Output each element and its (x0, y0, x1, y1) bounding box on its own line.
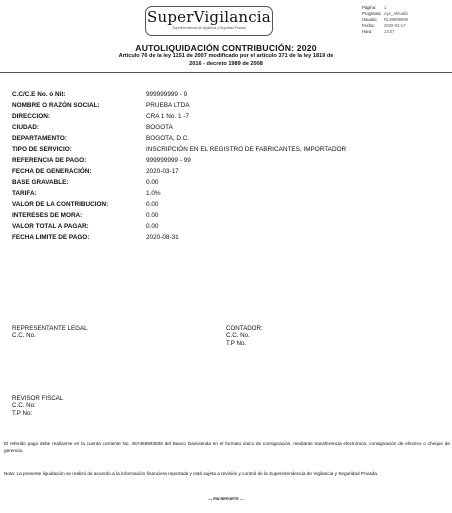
header-divider (0, 72, 452, 73)
accountant-title: CONTADOR: (226, 325, 263, 332)
fiscal-auditor-title: REVISOR FISCAL (12, 395, 64, 402)
meta-value: 1 (384, 5, 387, 10)
field-id-number (12, 90, 452, 100)
supervigilancia-logo (145, 6, 273, 36)
fiscal-auditor-professional-card: T.P No: (12, 409, 33, 417)
field-label: TIPO DE SERVICIO: (12, 146, 72, 153)
field-value: 999999999 - 99 (146, 157, 191, 164)
field-label: FECHA DE GENERACIÓN: (12, 168, 92, 175)
field-label: FECHA LIMITE DE PAGO: (12, 234, 90, 241)
meta-label: Página: (362, 5, 377, 10)
field-label: VALOR DE LA CONTRIBUCION: (12, 201, 109, 208)
field-value: 999999999 - 9 (146, 91, 188, 98)
field-value: BOGOTA (146, 124, 173, 131)
meta-label: Usuario: (362, 17, 378, 22)
field-label: TARIFA: (12, 190, 37, 197)
meta-label: Programa: (362, 11, 382, 16)
field-label: REFERENCIA DE PAGO: (12, 157, 87, 164)
field-address (12, 112, 452, 122)
legal-representative-title: REPRESENTANTE LEGAL (12, 325, 88, 332)
logo-text: SuperVigilancia (147, 8, 271, 26)
field-label: DEPARTAMENTO: (12, 135, 68, 142)
accountant-block (226, 325, 263, 347)
field-rate (12, 189, 452, 199)
field-label: CIUDAD: (12, 124, 39, 131)
meta-label: Hora: (362, 29, 373, 34)
field-value: 0.00 (146, 212, 159, 219)
field-company-name (12, 101, 452, 111)
field-label: C.C/C.E No. ó Nit: (12, 91, 66, 98)
meta-value: RL99999999 (384, 17, 408, 22)
legal-representative-block (12, 325, 88, 340)
liquidation-note: Nota: La presente liquidación se realizó de acuerdo a la información financiera reportada y está sujeta a revisión y control de la Superintendencia de Vigilancia y Seguridad Privada. (4, 471, 379, 476)
fiscal-auditor-block (12, 395, 63, 417)
document-title: AUTOLIQUIDACIÓN CONTRIBUCIÓN: 2020 (135, 43, 317, 53)
field-value: PRUEBA LTDA (146, 102, 190, 109)
accountant-professional-card: T.P No. (226, 339, 247, 347)
field-label: INTERESES DE MORA: (12, 212, 83, 219)
field-value: 2020-03-17 (146, 168, 179, 175)
field-value: 1.0% (146, 190, 161, 197)
field-label: DIRECCION: (12, 113, 50, 120)
field-value: 2020-08-31 (146, 234, 179, 241)
field-city (12, 123, 452, 133)
field-value: INSCRIPCIÓN EN EL REGISTRO DE FABRICANTES, IMPORTADOR (146, 146, 347, 153)
legal-basis-line-1: Artículo 76 de la ley 1151 de 2007 modificado por el artículo 371 de la ley 1819 de (118, 53, 334, 59)
accountant-id: C.C. No. (226, 332, 250, 340)
meta-value: 14:07 (384, 29, 395, 34)
report-end-marker: --- FIN REPORTE --- (208, 497, 244, 501)
field-value: BOGOTA, D.C. (146, 135, 190, 142)
field-value: 0.00 (146, 179, 159, 186)
field-generation-date (12, 167, 452, 177)
fiscal-auditor-id: C.C. No: (12, 402, 36, 410)
field-contribution-value (12, 200, 452, 210)
field-value: 0.00 (146, 201, 159, 208)
legal-representative-id: C.C. No. (12, 332, 36, 340)
field-label: BASE GRAVABLE: (12, 179, 69, 186)
field-value: 0.00 (146, 223, 159, 230)
legal-basis-line-2: 2016 - decreto 1989 de 2008 (189, 61, 263, 67)
field-label: NOMBRE O RAZÓN SOCIAL: (12, 102, 100, 109)
field-payment-reference (12, 156, 452, 166)
field-service-type (12, 145, 452, 155)
meta-label: Fecha: (362, 23, 375, 28)
field-late-interest (12, 211, 452, 221)
field-department (12, 134, 452, 144)
field-total-to-pay (12, 222, 452, 232)
report-metadata (362, 5, 408, 35)
field-value: CRA 1 No. 1 -7 (146, 113, 189, 120)
meta-value: 2020-03-17 (384, 23, 406, 28)
field-payment-deadline (12, 233, 452, 243)
field-label: VALOR TOTAL A PAGAR: (12, 223, 89, 230)
field-taxable-base (12, 178, 452, 188)
payment-instructions: El referido pago debe realizarse en la cuenta corriente No. 457469993838 del Banco Davivienda en el formato único de consignación, mediante transferencia electrónica, consignación de efectivo o cheque de gerencia. (4, 441, 450, 453)
meta-row-time (362, 29, 408, 35)
meta-value: Ayx_Abtualiz (384, 11, 409, 16)
logo-subtext: Superintendencia de Vigilancia y Seguridad Privada (172, 26, 246, 30)
